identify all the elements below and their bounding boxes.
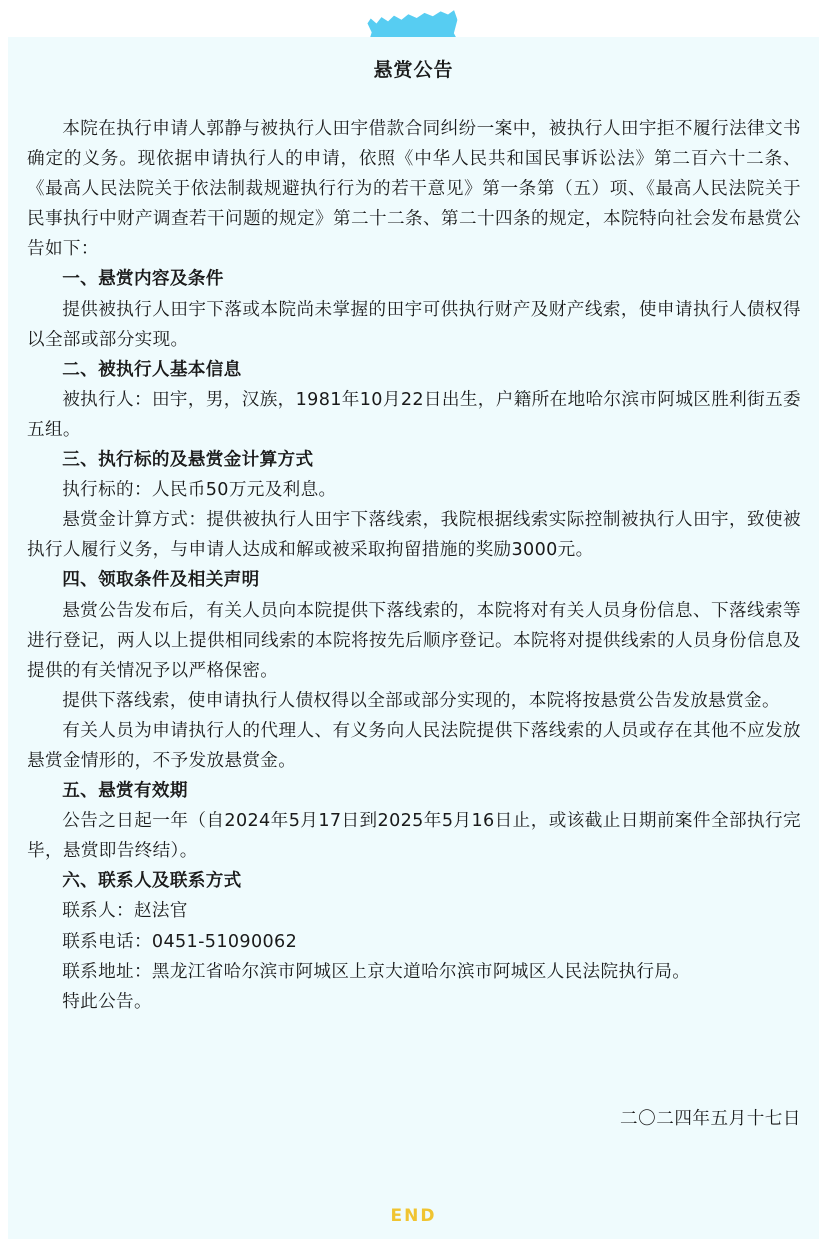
section-heading-2: 二、被执行人基本信息 [62, 359, 242, 380]
closing-statement: 特此公告。 [62, 991, 152, 1012]
intro-paragraph: 本院在执行申请人郭静与被执行人田宇借款合同纠纷一案中，被执行人田宇拒不履行法律文书确定的义务。现依据申请执行人的申请，依照《中华人民共和国民事诉讼法》第二百六十二条、《最高人民法院关于依法制裁规避执行行为的若干意见》第一条第（五）项、《最高人民法院关于民事执行中财产调查若干问题的规定》第二十二条、第二十四条的规定，本院特向社会发布悬赏公告如下： [27, 119, 801, 260]
section-heading-5: 五、悬赏有效期 [62, 781, 188, 802]
section-4-paragraph-2: 提供下落线索，使申请执行人债权得以全部或部分实现的，本院将按悬赏公告发放悬赏金。 [62, 690, 780, 711]
notice-date: 二〇二四年五月十七日 [620, 1109, 801, 1129]
notice-body [27, 114, 801, 1017]
section-1-paragraph: 提供被执行人田宇下落或本院尚未掌握的田宇可供执行财产及财产线索，使申请执行人债权得以全部或部分实现。 [27, 299, 801, 350]
section-heading-3: 三、执行标的及悬赏金计算方式 [62, 450, 314, 471]
section-heading-6: 六、联系人及联系方式 [62, 871, 242, 892]
section-heading-1: 一、悬赏内容及条件 [62, 269, 224, 290]
section-heading-4: 四、领取条件及相关声明 [62, 570, 260, 591]
contact-address: 联系地址：黑龙江省哈尔滨市阿城区上京大道哈尔滨市阿城区人民法院执行局。 [62, 961, 691, 982]
section-4-paragraph-3: 有关人员为申请执行人的代理人、有义务向人民法院提供下落线索的人员或存在其他不应发放悬赏金情形的，不予发放悬赏金。 [27, 720, 801, 771]
contact-phone: 联系电话：0451-51090062 [62, 931, 298, 952]
section-4-paragraph-1: 悬赏公告发布后，有关人员向本院提供下落线索的，本院将对有关人员身份信息、下落线索等进行登记，两人以上提供相同线索的本院将按先后顺序登记。本院将对提供线索的人员身份信息及提供的有关情况予以严格保密。 [27, 600, 801, 681]
notice-title: 悬赏公告 [373, 59, 454, 81]
section-3-paragraph-2: 悬赏金计算方式：提供被执行人田宇下落线索，我院根据线索实际控制被执行人田宇，致使被执行人履行义务，与申请人达成和解或被采取拘留措施的奖励3000元。 [27, 510, 801, 561]
section-5-paragraph: 公告之日起一年（自2024年5月17日到2025年5月16日止，或该截止日期前案件全部执行完毕，悬赏即告终结）。 [27, 811, 801, 862]
end-label: END [390, 1206, 437, 1226]
section-3-paragraph-1: 执行标的：人民币50万元及利息。 [62, 480, 337, 501]
section-2-paragraph: 被执行人：田宇，男，汉族，1981年10月22日出生，户籍所在地哈尔滨市阿城区胜利街五委五组。 [27, 389, 801, 440]
contact-person: 联系人：赵法官 [62, 901, 188, 922]
